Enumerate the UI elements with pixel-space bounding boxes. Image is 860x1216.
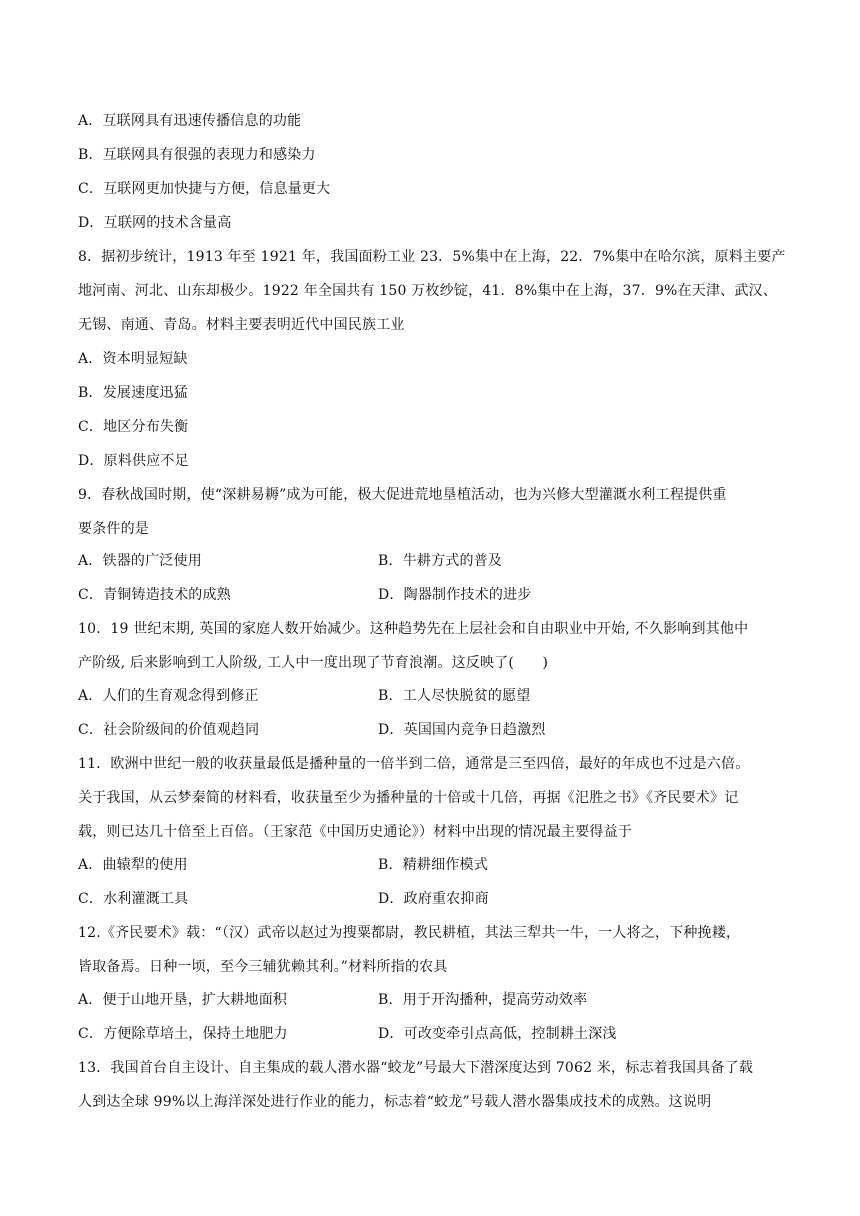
question-stem-line: 要条件的是 [78,521,149,537]
question-stem-line: 8．据初步统计，1913 年至 1921 年，我国面粉工业 23．5%集中在上海，22．7%集中在哈尔滨，原料主要产 [78,249,786,265]
option-b: B．工人尽快脱贫的愿望 [378,688,531,704]
option-b: B．发展速度迅猛 [78,385,188,401]
option-a: A．人们的生育观念得到修正 [78,688,259,704]
option-d: D．互联网的技术含量高 [78,215,232,231]
question-stem-line: 地河南、河北、山东却极少。1922 年全国共有 150 万枚纱锭，41．8%集中在上海，37．9%在天津、武汉、 [78,283,777,299]
option-c: C．青铜铸造技术的成熟 [78,587,231,603]
option-b: B．牛耕方式的普及 [378,553,503,569]
option-a: A．便于山地开垦，扩大耕地面积 [78,992,288,1008]
option-a: A．铁器的广泛使用 [78,553,202,569]
option-b: B．互联网具有很强的表现力和感染力 [78,147,316,163]
question-stem-line: 10．19 世纪末期, 英国的家庭人数开始减少。这种趋势先在上层社会和自由职业中开始, 不久影响到其他中 [78,621,749,637]
option-d: D．政府重农抑商 [378,891,489,907]
question-stem-line: 12.《齐民要术》载：“（汉）武帝以赵过为搜粟都尉，教民耕植，其法三犁共一牛，一人将之，下种挽耧， [78,925,741,941]
question-stem-line: 13．我国首台自主设计、自主集成的载人潜水器“蛟龙”号最大下潜深度达到 7062 米，标志着我国具备了载 [78,1060,754,1076]
option-a: A．互联网具有迅速传播信息的功能 [78,113,302,129]
option-d: D．英国国内竞争日趋激烈 [378,722,546,738]
option-d: D．原料供应不足 [78,453,189,469]
question-stem-line: 9．春秋战国时期，使“深耕易耨”成为可能，极大促进荒地垦植活动，也为兴修大型灌溉水利工程提供重 [78,487,727,503]
option-a: A．资本明显短缺 [78,351,188,367]
question-stem-line: 载，则已达几十倍至上百倍。（王家范《中国历史通论》）材料中出现的情况最主要得益于 [78,824,632,840]
question-stem-line: 关于我国，从云梦秦简的材料看，收获量至少为播种量的十倍或十几倍，再据《汜胜之书》《齐民要术》记 [78,790,739,806]
option-c: C．地区分布失衡 [78,419,189,435]
option-b: B．精耕细作模式 [378,857,488,873]
option-b: B．用于开沟播种，提高劳动效率 [378,992,588,1008]
question-stem-line: 产阶级, 后来影响到工人阶级, 工人中一度出现了节育浪潮。这反映了( ) [78,655,549,671]
option-d: D．可改变牵引点高低，控制耕土深浅 [378,1026,617,1042]
option-c: C．社会阶级间的价值观趋同 [78,722,260,738]
option-c: C．互联网更加快捷与方便，信息量更大 [78,181,331,197]
question-stem-line: 皆取备焉。日种一顷，至今三辅犹赖其利。”材料所指的农具 [78,959,448,975]
option-c: C．方便除草培土，保持土地肥力 [78,1026,288,1042]
question-stem-line: 无锡、南通、青岛。材料主要表明近代中国民族工业 [78,317,405,333]
option-d: D．陶器制作技术的进步 [378,587,532,603]
option-c: C．水利灌溉工具 [78,891,189,907]
option-a: A．曲辕犁的使用 [78,857,188,873]
question-stem-line: 11．欧洲中世纪一般的收获量最低是播种量的一倍半到二倍，通常是三至四倍，最好的年成也不过是六倍。 [78,756,750,772]
question-stem-line: 人到达全球 99%以上海洋深处进行作业的能力，标志着“蛟龙”号载人潜水器集成技术的成熟。这说明 [78,1094,712,1110]
